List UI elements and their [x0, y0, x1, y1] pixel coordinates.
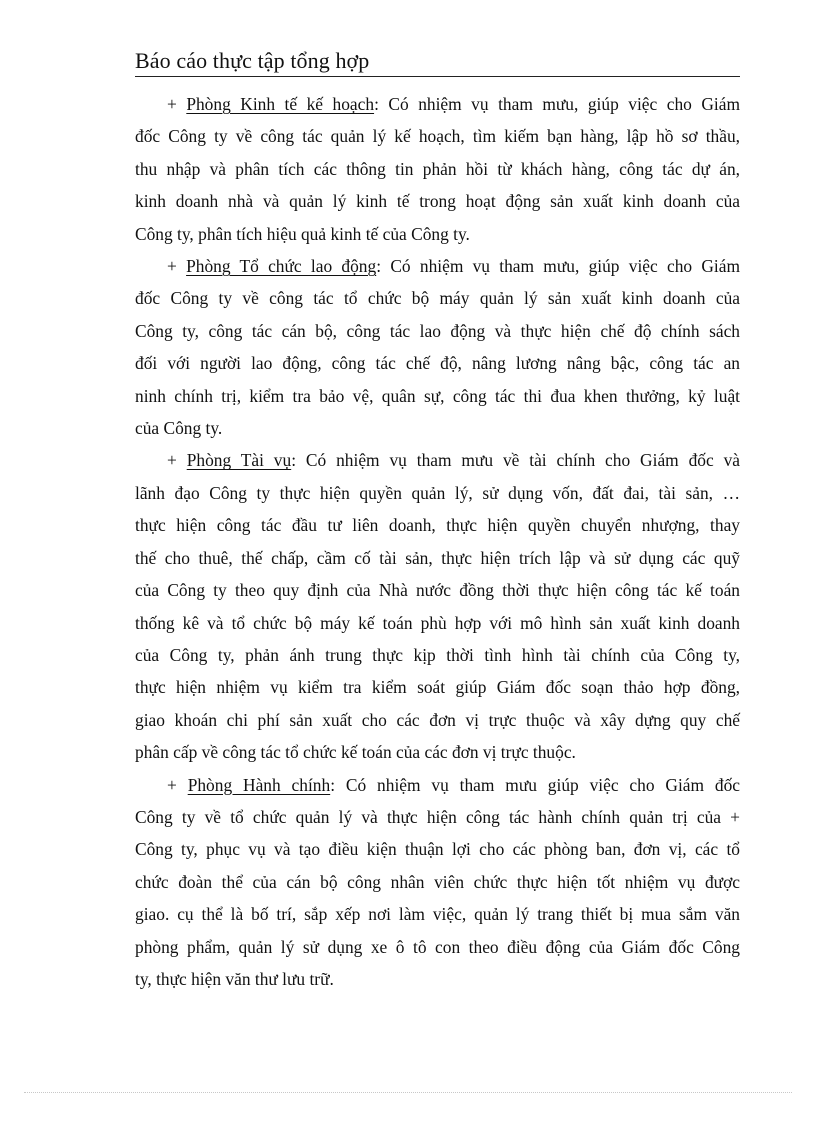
document-body [135, 88, 740, 995]
line-text: của Công ty theo quy định của Nhà nước đồng thời thực hiện công tác kế toán [135, 580, 740, 601]
paragraph-line [135, 931, 740, 963]
paragraph-line [135, 736, 740, 768]
paragraph-line [135, 347, 740, 379]
paragraph [135, 769, 740, 996]
paragraph-line [135, 315, 740, 347]
paragraph-line [135, 250, 740, 282]
line-text: thực hiện công tác đầu tư liên doanh, thực hiện quyền chuyển nhượng, thay [135, 515, 740, 536]
paragraph-line [135, 185, 740, 217]
paragraph-line [135, 153, 740, 185]
line-text: lãnh đạo Công ty thực hiện quyền quản lý, sử dụng vốn, đất đai, tài sản, … [135, 482, 740, 503]
department-separator: : [330, 774, 336, 795]
page-header [135, 46, 740, 77]
paragraph-line [135, 801, 740, 833]
line-text: đối với người lao động, công tác chế độ, nâng lương nâng bậc, công tác an [135, 353, 740, 374]
bullet-plus: + [167, 94, 187, 114]
department-separator: : [376, 256, 382, 277]
department-name: Phòng Hành chính [187, 774, 331, 795]
paragraph-line [135, 866, 740, 898]
paragraph-line [135, 704, 740, 736]
line-text: Có nhiệm vụ tham mưu giúp việc cho Giám đốc [335, 774, 740, 795]
paragraph-line [135, 769, 740, 801]
line-text: thống kê và tổ chức bộ máy kế toán phù hợp với mô hình sản xuất kinh doanh [135, 612, 740, 633]
bullet-plus: + [167, 450, 187, 471]
paragraph-line [135, 88, 740, 120]
line-text: thu nhập và phân tích các thông tin phản hồi từ khách hàng, công tác dự án, [135, 158, 740, 179]
bullet-plus: + [167, 774, 188, 795]
paragraph-line [135, 444, 740, 476]
paragraph [135, 250, 740, 444]
paragraph-line [135, 412, 740, 444]
paragraph-line [135, 833, 740, 865]
bullet-plus: + [167, 256, 187, 277]
line-text: Công ty, công tác cán bộ, công tác lao động và thực hiện chế độ chính sách [135, 320, 740, 341]
line-text: giao khoán chi phí sản xuất cho các đơn vị trực thuộc và xây dựng quy chế [135, 709, 740, 730]
line-text: kinh doanh nhà và quản lý kinh tế trong hoạt động sản xuất kinh doanh của [135, 191, 740, 212]
paragraph [135, 88, 740, 250]
line-text: của Công ty. [135, 418, 223, 439]
line-text: phân cấp về công tác tổ chức kế toán của các đơn vị trực thuộc. [135, 742, 576, 763]
line-text: Công ty, phục vụ và tạo điều kiện thuận lợi cho các phòng ban, đơn vị, các tổ [135, 839, 740, 860]
line-text: Có nhiệm vụ tham mưu về tài chính cho Giám đốc và [296, 450, 740, 471]
line-text: Công ty, phân tích hiệu quả kinh tế của Công ty. [135, 223, 470, 244]
paragraph-line [135, 380, 740, 412]
line-text: đốc Công ty về công tác tổ chức bộ máy quản lý sản xuất kinh doanh của [135, 288, 740, 309]
line-text: thế cho thuê, thế chấp, cầm cố tài sản, thực hiện trích lập và sử dụng các quỹ [135, 547, 740, 568]
paragraph-line [135, 963, 740, 995]
line-text: của Công ty, phản ánh trung thực kịp thời tình hình tài chính của Công ty, [135, 644, 740, 665]
line-text: Có nhiệm vụ tham mưu, giúp việc cho Giám [381, 256, 741, 277]
line-text: Có nhiệm vụ tham mưu, giúp việc cho Giám [378, 94, 740, 114]
line-text: Công ty về tổ chức quản lý và thực hiện công tác hành chính quản trị của + [135, 806, 740, 827]
page-bottom-divider [24, 1092, 792, 1093]
line-text: ninh chính trị, kiểm tra bảo vệ, quân sự, công tác thi đua khen thưởng, kỷ luật [135, 385, 740, 406]
department-separator: : [291, 450, 297, 471]
paragraph-line [135, 509, 740, 541]
line-text: đốc Công ty về công tác quản lý kế hoạch, tìm kiếm bạn hàng, lập hồ sơ thầu, [135, 126, 740, 147]
department-name: Phòng Tổ chức lao động [186, 256, 377, 277]
paragraph-line [135, 542, 740, 574]
line-text: chức đoàn thể của cán bộ công nhân viên chức thực hiện tốt nhiệm vụ được [135, 871, 740, 892]
paragraph-line [135, 574, 740, 606]
line-text: phòng phẩm, quản lý sử dụng xe ô tô con theo điều động của Giám đốc Công [135, 936, 740, 957]
paragraph-line [135, 607, 740, 639]
department-name: Phòng Tài vụ [186, 450, 292, 471]
paragraph-line [135, 282, 740, 314]
department-separator: : [374, 94, 379, 114]
header-title: Báo cáo thực tập tổng hợp [135, 48, 370, 73]
department-name: Phòng Kinh tế kế hoạch [186, 94, 375, 114]
line-text: giao. cụ thể là bố trí, sắp xếp nơi làm việc, quản lý trang thiết bị mua sắm văn [135, 904, 740, 925]
paragraph-line [135, 639, 740, 671]
paragraph-line [135, 120, 740, 152]
paragraph-line [135, 218, 740, 250]
paragraph-line [135, 477, 740, 509]
paragraph-line [135, 898, 740, 930]
line-text: ty, thực hiện văn thư lưu trữ. [135, 968, 334, 989]
paragraph-line [135, 671, 740, 703]
line-text: thực hiện nhiệm vụ kiểm tra kiểm soát giúp Giám đốc soạn thảo hợp đồng, [135, 677, 740, 698]
paragraph [135, 444, 740, 768]
